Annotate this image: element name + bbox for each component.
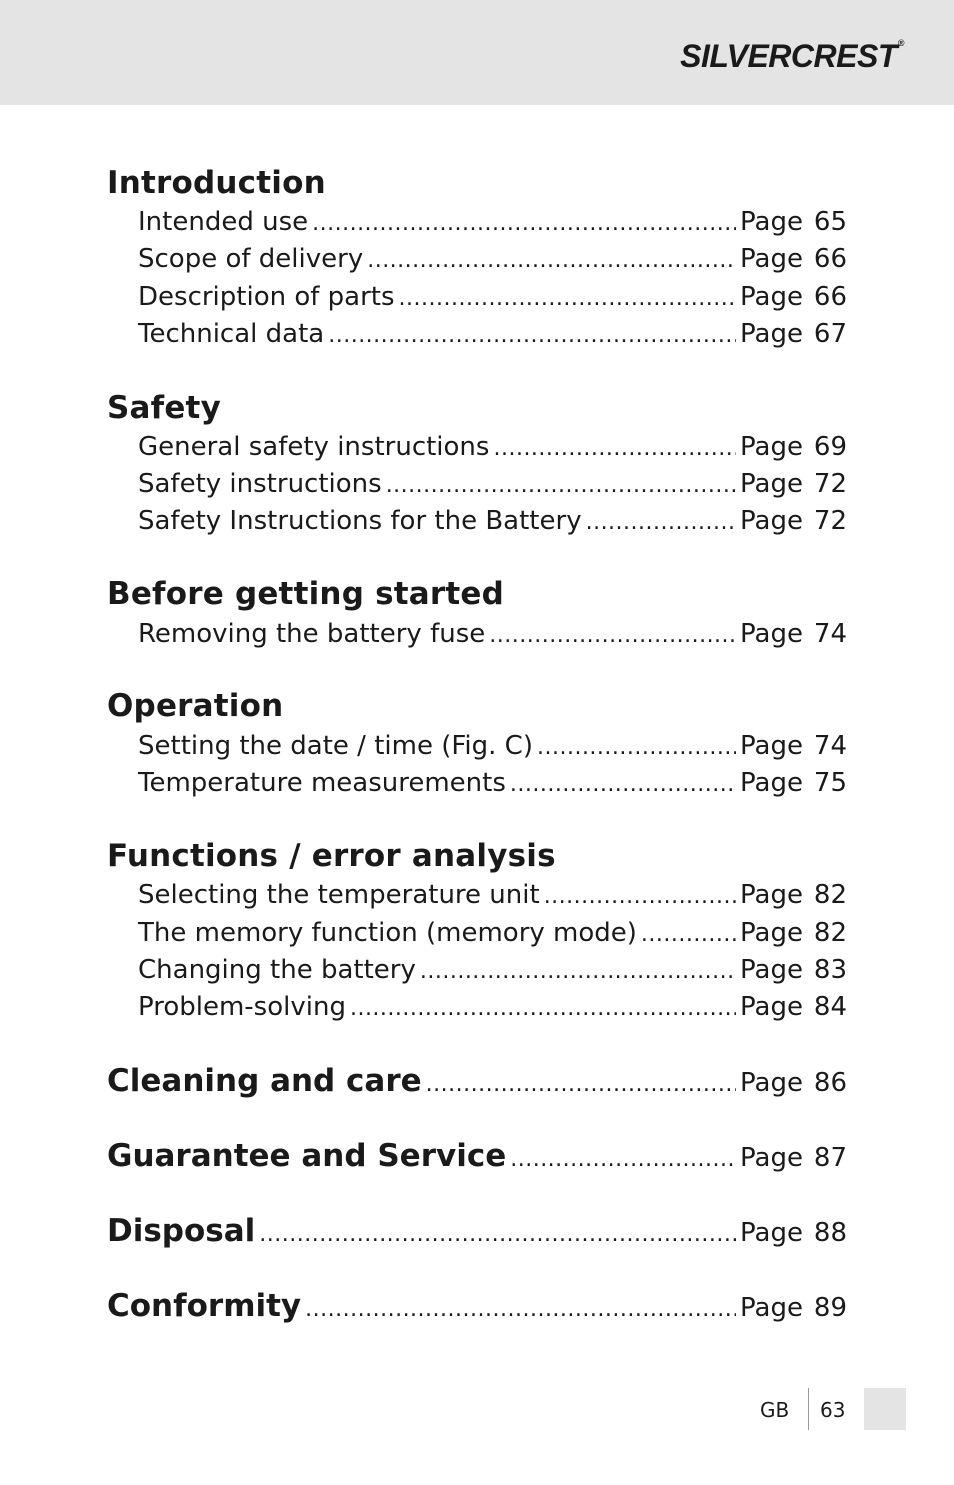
leader-dots bbox=[586, 504, 736, 542]
toc-entry-conformity[interactable] bbox=[107, 1287, 847, 1325]
leader-dots bbox=[305, 1291, 736, 1329]
toc-entry-label: Setting the date / time (Fig. C) bbox=[138, 731, 533, 761]
footer-page-number: 63 bbox=[820, 1398, 846, 1422]
page-word: Page bbox=[740, 506, 803, 536]
toc-entry-label: General safety instructions bbox=[138, 432, 490, 462]
page-word: Page bbox=[740, 319, 803, 349]
page-word: Page bbox=[740, 992, 803, 1022]
page-number: 67 bbox=[813, 319, 847, 349]
page-word: Page bbox=[740, 918, 803, 948]
page-number: 84 bbox=[813, 992, 847, 1022]
toc-entry-label: Cleaning and care bbox=[107, 1063, 422, 1099]
toc-entry-label: Removing the battery fuse bbox=[138, 619, 486, 649]
page-number: 66 bbox=[813, 282, 847, 312]
leader-dots bbox=[350, 990, 736, 1028]
page-word: Page bbox=[740, 282, 803, 312]
page-word: Page bbox=[740, 955, 803, 985]
footer-tab-marker bbox=[864, 1388, 906, 1430]
toc-entry-label: The memory function (memory mode) bbox=[138, 918, 637, 948]
toc-entry[interactable] bbox=[138, 465, 847, 503]
leader-dots bbox=[537, 729, 736, 767]
toc-entry-label: Safety instructions bbox=[138, 469, 382, 499]
leader-dots bbox=[312, 205, 736, 243]
toc-entry[interactable] bbox=[138, 727, 847, 765]
toc-entry[interactable] bbox=[138, 502, 847, 540]
leader-dots bbox=[641, 916, 736, 954]
leader-dots bbox=[420, 953, 736, 991]
leader-dots bbox=[259, 1216, 736, 1254]
brand-logo bbox=[680, 38, 904, 75]
page-number: 86 bbox=[813, 1068, 847, 1098]
leader-dots bbox=[367, 242, 736, 280]
page-word: Page bbox=[740, 469, 803, 499]
page-number: 89 bbox=[813, 1293, 847, 1323]
leader-dots bbox=[328, 317, 736, 355]
page-number: 69 bbox=[813, 432, 847, 462]
page-word: Page bbox=[740, 207, 803, 237]
toc-entry-guarantee-and-service[interactable] bbox=[107, 1137, 847, 1175]
leader-dots bbox=[510, 766, 736, 804]
page-number: 82 bbox=[813, 880, 847, 910]
footer-divider bbox=[808, 1388, 809, 1430]
toc-entry-label: Safety Instructions for the Battery bbox=[138, 506, 582, 536]
toc-entry[interactable] bbox=[138, 914, 847, 952]
toc-entry[interactable] bbox=[138, 240, 847, 278]
header-band bbox=[0, 0, 954, 105]
page-word: Page bbox=[740, 1068, 803, 1098]
toc-entry-label: Selecting the temperature unit bbox=[138, 880, 540, 910]
page-number: 87 bbox=[813, 1143, 847, 1173]
toc-entry[interactable] bbox=[138, 764, 847, 802]
section-title-operation: Operation bbox=[107, 688, 284, 724]
page-number: 88 bbox=[813, 1218, 847, 1248]
toc-entry[interactable] bbox=[138, 988, 847, 1026]
leader-dots bbox=[489, 617, 736, 655]
section-title-safety: Safety bbox=[107, 390, 221, 426]
toc-entry-label: Intended use bbox=[138, 207, 309, 237]
toc-entry-label: Technical data bbox=[138, 319, 325, 349]
section-title-introduction: Introduction bbox=[107, 165, 326, 201]
brand-logo-text: SILVERCREST bbox=[680, 38, 897, 74]
page-word: Page bbox=[740, 1143, 803, 1173]
page-number: 66 bbox=[813, 244, 847, 274]
page-word: Page bbox=[740, 1218, 803, 1248]
page-number: 74 bbox=[813, 731, 847, 761]
section-title-before-getting-started: Before getting started bbox=[107, 576, 504, 612]
toc-entry-label: Changing the battery bbox=[138, 955, 416, 985]
leader-dots bbox=[386, 467, 736, 505]
page-number: 72 bbox=[813, 469, 847, 499]
toc-entry-label: Conformity bbox=[107, 1288, 302, 1324]
toc-entry-label: Description of parts bbox=[138, 282, 395, 312]
page-number: 83 bbox=[813, 955, 847, 985]
toc-entry[interactable] bbox=[138, 428, 847, 466]
toc-entry[interactable] bbox=[138, 278, 847, 316]
toc-entry-label: Temperature measurements bbox=[138, 768, 506, 798]
toc-entry[interactable] bbox=[138, 951, 847, 989]
toc-entry-label: Problem-solving bbox=[138, 992, 346, 1022]
page-word: Page bbox=[740, 432, 803, 462]
toc-entry-label: Guarantee and Service bbox=[107, 1138, 507, 1174]
toc-entry[interactable] bbox=[138, 315, 847, 353]
page-number: 72 bbox=[813, 506, 847, 536]
leader-dots bbox=[426, 1066, 736, 1104]
page-word: Page bbox=[740, 731, 803, 761]
page-word: Page bbox=[740, 619, 803, 649]
toc-entry-cleaning-and-care[interactable] bbox=[107, 1062, 847, 1100]
toc-entry[interactable] bbox=[138, 203, 847, 241]
page-number: 82 bbox=[813, 918, 847, 948]
toc-entry-disposal[interactable] bbox=[107, 1212, 847, 1250]
page-number: 65 bbox=[813, 207, 847, 237]
leader-dots bbox=[399, 280, 737, 318]
leader-dots bbox=[493, 430, 736, 468]
page-word: Page bbox=[740, 880, 803, 910]
section-title-functions-error-analysis: Functions / error analysis bbox=[107, 838, 556, 874]
page-number: 74 bbox=[813, 619, 847, 649]
page-word: Page bbox=[740, 1293, 803, 1323]
toc-entry-label: Scope of delivery bbox=[138, 244, 364, 274]
toc-entry-label: Disposal bbox=[107, 1213, 256, 1249]
registered-mark: ® bbox=[897, 38, 904, 48]
toc-entry[interactable] bbox=[138, 615, 847, 653]
page-number: 75 bbox=[813, 768, 847, 798]
leader-dots bbox=[510, 1141, 736, 1179]
page-word: Page bbox=[740, 244, 803, 274]
toc-entry[interactable] bbox=[138, 876, 847, 914]
page-word: Page bbox=[740, 768, 803, 798]
leader-dots bbox=[544, 878, 736, 916]
footer-language-code: GB bbox=[760, 1398, 790, 1422]
